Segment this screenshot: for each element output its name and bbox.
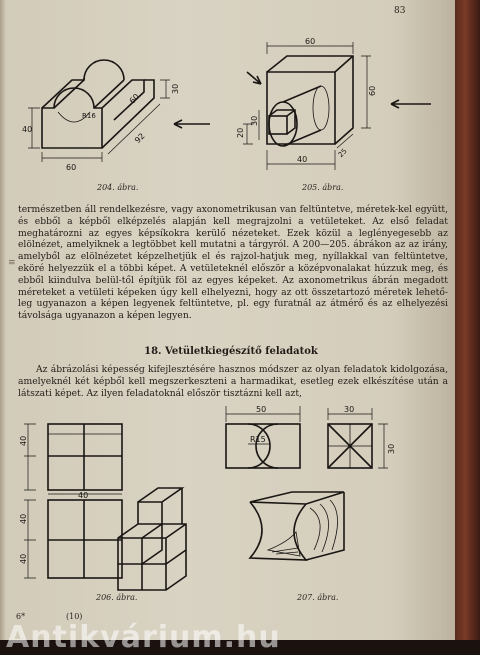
dim-205-60b: 60 — [368, 85, 377, 96]
dim-204-60b: 60 — [127, 92, 142, 106]
figure-207 — [210, 400, 430, 600]
footer-signature: 6* — [16, 612, 26, 621]
dim-205-30: 30 — [250, 115, 259, 126]
dim-207-50: 50 — [256, 405, 267, 414]
dim-206-40c: 40 — [19, 513, 28, 524]
dim-204-40: 40 — [22, 125, 33, 134]
figure-205 — [225, 32, 445, 192]
dim-206-40a: 40 — [19, 435, 28, 446]
dim-206-40b: 40 — [78, 491, 89, 500]
caption-204: 204. ábra. — [97, 183, 139, 192]
caption-205: 205. ábra. — [302, 183, 344, 192]
page-gutter — [0, 0, 6, 640]
dim-205-25: 25 — [336, 147, 349, 160]
dim-207-30b: 30 — [387, 443, 396, 454]
caption-206: 206. ábra. — [96, 593, 138, 602]
paragraph-2: Az ábrázolási képesség kifejlesztésére hasznos módszer az olyan feladatok kidolgozása, amelyeknél két képből kell megszerkeszteni a harmadikat, esetleg ezek elkészítése után a látszati képet. Az ilyen feladatoknál először tisztázni kell azt, — [18, 364, 448, 399]
dim-204-92: 92 — [133, 131, 147, 146]
dim-207-30a: 30 — [344, 405, 355, 414]
margin-pencil-mark: ≡ — [8, 258, 16, 268]
dim-206-40d: 40 — [19, 553, 28, 564]
page-number: 83 — [394, 6, 406, 16]
dim-204-30: 30 — [171, 83, 180, 94]
footer-sheet-number: (10) — [66, 612, 83, 621]
figure-204 — [14, 50, 214, 192]
paragraph-1: természetben áll rendelkezésre, vagy axonometrikusan van feltüntetve, méretek-kel együtt, és ebből a képből elképzelés alapján kell megrajzolni a vetületeket. Az első feladat meghatározni az egyes képsíkokra kerülő nézeteket. Ezek közül a leglényegesebb az elölnézet, amelyiknek a legtöbbet kell mutatni a tárgyról. A 200—205. ábrákon az az irány, amelyből az elölnézetet képzelhetjük el és rajzol-hatjuk meg, nyíllakkal van feltüntetve, eköré helyezzük el a többi képet. A vetületeknél először a középvonalakat húzzuk meg, és ebből kiindulva belül-től építjük föl az egyes képeket. Az axonometrikus ábrán megadott méreteket a vetületi képeken úgy kell elhelyezni, hogy az ott összetartozó méretek lehető-leg ugyanazon a képen legyenek feltüntetve, pl. egy furatnál az átmérő és az elhelyezési távolsága ugyanazon a képen legyen. — [18, 204, 448, 322]
section-title: 18. Vetületkiegészítő feladatok — [144, 346, 318, 357]
watermark: Antikvárium.hu — [6, 620, 281, 655]
book-spine — [455, 0, 480, 640]
dim-204-r16: R16 — [82, 112, 96, 120]
dim-207-r15: R15 — [250, 435, 266, 444]
caption-207: 207. ábra. — [297, 593, 339, 602]
dim-204-60a: 60 — [66, 163, 77, 172]
dim-205-40: 40 — [297, 155, 308, 164]
figure-206 — [14, 420, 214, 610]
dim-205-60a: 60 — [305, 37, 316, 46]
dim-205-20: 20 — [236, 127, 245, 138]
